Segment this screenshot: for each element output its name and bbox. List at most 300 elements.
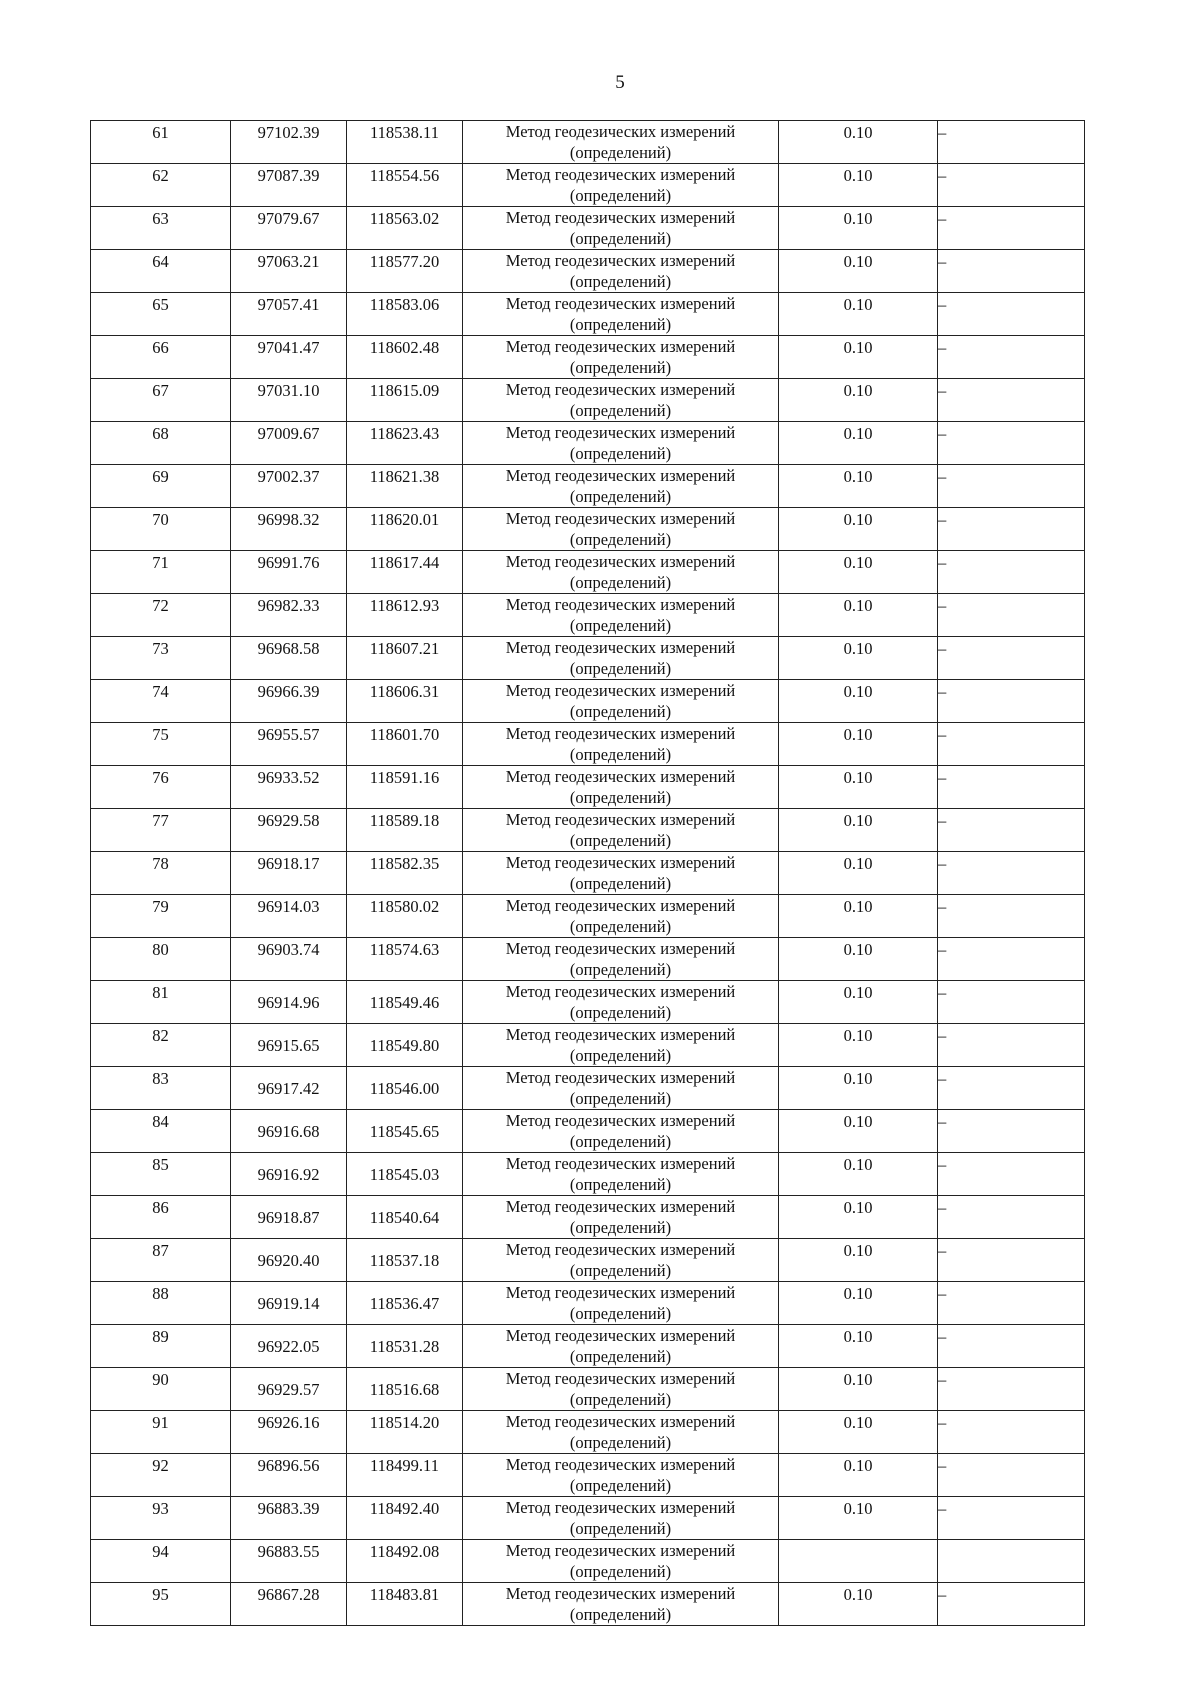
table-row bbox=[91, 508, 1085, 551]
table-row bbox=[91, 465, 1085, 508]
description-cell bbox=[938, 1583, 1085, 1626]
method-line-2: (определений) bbox=[569, 487, 672, 506]
accuracy-value: 0.10 bbox=[843, 1026, 873, 1045]
method-cell bbox=[463, 809, 779, 852]
description-value: – bbox=[938, 510, 947, 529]
point-number: 83 bbox=[152, 1069, 169, 1088]
coordinate-x-cell bbox=[231, 637, 347, 680]
accuracy-cell bbox=[779, 1540, 938, 1583]
accuracy-cell bbox=[779, 895, 938, 938]
point-number-cell bbox=[91, 1368, 231, 1411]
point-number: 92 bbox=[152, 1456, 169, 1475]
point-number: 76 bbox=[152, 768, 169, 787]
method-cell bbox=[463, 508, 779, 551]
coordinate-y: 118514.20 bbox=[369, 1413, 440, 1432]
description-value: – bbox=[938, 424, 947, 443]
point-number: 90 bbox=[152, 1370, 169, 1389]
description-value: – bbox=[938, 467, 947, 486]
description-cell bbox=[938, 938, 1085, 981]
coordinate-x-cell bbox=[231, 508, 347, 551]
description-value: – bbox=[938, 1198, 947, 1217]
coordinate-x: 96955.57 bbox=[257, 725, 320, 744]
method-cell bbox=[463, 1067, 779, 1110]
coordinate-x-cell bbox=[231, 379, 347, 422]
description-value: – bbox=[938, 1585, 947, 1604]
description-cell bbox=[938, 1024, 1085, 1067]
table-row bbox=[91, 1239, 1085, 1282]
point-number-cell bbox=[91, 422, 231, 465]
description-value: – bbox=[938, 897, 947, 916]
coordinate-x: 97079.67 bbox=[257, 209, 320, 228]
table-row bbox=[91, 1411, 1085, 1454]
method-cell bbox=[463, 164, 779, 207]
description-value: – bbox=[938, 1327, 947, 1346]
coordinate-y: 118583.06 bbox=[369, 295, 440, 314]
point-number-cell bbox=[91, 1067, 231, 1110]
description-value: – bbox=[938, 811, 947, 830]
description-value: – bbox=[938, 1456, 947, 1475]
table-row bbox=[91, 250, 1085, 293]
accuracy-cell bbox=[779, 766, 938, 809]
point-number-cell bbox=[91, 1454, 231, 1497]
coordinate-y-cell bbox=[347, 293, 463, 336]
point-number-cell bbox=[91, 508, 231, 551]
point-number: 86 bbox=[152, 1198, 169, 1217]
table-row bbox=[91, 1024, 1085, 1067]
description-value: – bbox=[938, 209, 947, 228]
point-number-cell bbox=[91, 895, 231, 938]
coordinate-y-cell bbox=[347, 121, 463, 164]
accuracy-value: 0.10 bbox=[843, 1327, 873, 1346]
accuracy-value: 0.10 bbox=[843, 1370, 873, 1389]
coordinate-x-cell bbox=[231, 852, 347, 895]
accuracy-value: 0.10 bbox=[843, 166, 873, 185]
accuracy-cell bbox=[779, 379, 938, 422]
accuracy-cell bbox=[779, 164, 938, 207]
description-cell bbox=[938, 895, 1085, 938]
coordinate-x-cell bbox=[231, 465, 347, 508]
method-cell bbox=[463, 594, 779, 637]
point-number: 72 bbox=[152, 596, 169, 615]
method-line-2: (определений) bbox=[569, 573, 672, 592]
method-cell bbox=[463, 1411, 779, 1454]
method-cell bbox=[463, 680, 779, 723]
point-number: 88 bbox=[152, 1284, 169, 1303]
coordinate-y: 118563.02 bbox=[369, 209, 440, 228]
table-row bbox=[91, 121, 1085, 164]
accuracy-cell bbox=[779, 938, 938, 981]
coordinate-y-cell bbox=[347, 594, 463, 637]
description-value: – bbox=[938, 1155, 947, 1174]
table-row bbox=[91, 379, 1085, 422]
coordinate-y: 118536.47 bbox=[369, 1294, 440, 1313]
accuracy-cell bbox=[779, 1368, 938, 1411]
description-value: – bbox=[938, 166, 947, 185]
description-cell bbox=[938, 293, 1085, 336]
accuracy-cell bbox=[779, 680, 938, 723]
method-line-2: (определений) bbox=[569, 1433, 672, 1452]
coordinate-x: 96918.17 bbox=[257, 854, 320, 873]
accuracy-value: 0.10 bbox=[843, 553, 873, 572]
accuracy-value: 0.10 bbox=[843, 1198, 873, 1217]
point-number-cell bbox=[91, 637, 231, 680]
method-line-2: (определений) bbox=[569, 530, 672, 549]
point-number: 82 bbox=[152, 1026, 169, 1045]
method-line-1: Метод геодезических измерений bbox=[505, 1455, 736, 1474]
method-line-1: Метод геодезических измерений bbox=[505, 1154, 736, 1173]
accuracy-cell bbox=[779, 1110, 938, 1153]
method-line-2: (определений) bbox=[569, 1218, 672, 1237]
coordinate-x-cell bbox=[231, 809, 347, 852]
table-row bbox=[91, 852, 1085, 895]
coordinate-x-cell bbox=[231, 207, 347, 250]
description-cell bbox=[938, 809, 1085, 852]
coordinate-x: 96922.05 bbox=[257, 1337, 320, 1356]
description-value: – bbox=[938, 940, 947, 959]
point-number-cell bbox=[91, 1411, 231, 1454]
method-line-2: (определений) bbox=[569, 1304, 672, 1323]
method-line-1: Метод геодезических измерений bbox=[505, 1584, 736, 1603]
description-cell bbox=[938, 465, 1085, 508]
method-cell bbox=[463, 1110, 779, 1153]
coordinate-x-cell bbox=[231, 1110, 347, 1153]
method-line-1: Метод геодезических измерений bbox=[505, 1326, 736, 1345]
accuracy-cell bbox=[779, 1153, 938, 1196]
coordinate-x-cell bbox=[231, 1282, 347, 1325]
point-number-cell bbox=[91, 981, 231, 1024]
point-number-cell bbox=[91, 1153, 231, 1196]
accuracy-cell bbox=[779, 1196, 938, 1239]
description-cell bbox=[938, 1540, 1085, 1583]
description-value: – bbox=[938, 854, 947, 873]
accuracy-value: 0.10 bbox=[843, 725, 873, 744]
table-row bbox=[91, 422, 1085, 465]
coordinate-y: 118580.02 bbox=[369, 897, 440, 916]
accuracy-cell bbox=[779, 981, 938, 1024]
description-cell bbox=[938, 1325, 1085, 1368]
coordinate-x: 97102.39 bbox=[257, 123, 320, 142]
coordinate-x: 96919.14 bbox=[257, 1294, 320, 1313]
method-line-2: (определений) bbox=[569, 143, 672, 162]
accuracy-value: 0.10 bbox=[843, 381, 873, 400]
point-number: 65 bbox=[152, 295, 169, 314]
point-number: 84 bbox=[152, 1112, 169, 1131]
coordinate-y-cell bbox=[347, 766, 463, 809]
coordinate-x-cell bbox=[231, 121, 347, 164]
method-line-1: Метод геодезических измерений bbox=[505, 380, 736, 399]
method-cell bbox=[463, 379, 779, 422]
method-line-2: (определений) bbox=[569, 960, 672, 979]
accuracy-value: 0.10 bbox=[843, 1069, 873, 1088]
point-number-cell bbox=[91, 1497, 231, 1540]
coordinate-y: 118499.11 bbox=[370, 1456, 439, 1475]
coordinate-x-cell bbox=[231, 422, 347, 465]
coordinate-y-cell bbox=[347, 379, 463, 422]
page-number: 5 bbox=[615, 72, 625, 93]
description-cell bbox=[938, 422, 1085, 465]
method-line-1: Метод геодезических измерений bbox=[505, 552, 736, 571]
method-line-2: (определений) bbox=[569, 401, 672, 420]
description-cell bbox=[938, 1110, 1085, 1153]
coordinate-x: 96914.03 bbox=[257, 897, 320, 916]
method-line-2: (определений) bbox=[569, 917, 672, 936]
point-number: 79 bbox=[152, 897, 169, 916]
coordinate-x: 96968.58 bbox=[257, 639, 320, 658]
accuracy-value: 0.10 bbox=[843, 209, 873, 228]
method-cell bbox=[463, 637, 779, 680]
method-line-1: Метод геодезических измерений bbox=[505, 294, 736, 313]
coordinate-x-cell bbox=[231, 1196, 347, 1239]
point-number-cell bbox=[91, 164, 231, 207]
coordinate-x-cell bbox=[231, 1411, 347, 1454]
accuracy-value: 0.10 bbox=[843, 1585, 873, 1604]
method-line-2: (определений) bbox=[569, 358, 672, 377]
point-number-cell bbox=[91, 1325, 231, 1368]
coordinate-y-cell bbox=[347, 1024, 463, 1067]
accuracy-value: 0.10 bbox=[843, 768, 873, 787]
accuracy-cell bbox=[779, 1067, 938, 1110]
accuracy-cell bbox=[779, 594, 938, 637]
coordinate-y: 118615.09 bbox=[369, 381, 440, 400]
method-line-2: (определений) bbox=[569, 1261, 672, 1280]
coordinate-x: 97041.47 bbox=[257, 338, 320, 357]
accuracy-cell bbox=[779, 465, 938, 508]
method-line-2: (определений) bbox=[569, 444, 672, 463]
point-number: 80 bbox=[152, 940, 169, 959]
description-cell bbox=[938, 1196, 1085, 1239]
coordinate-y-cell bbox=[347, 938, 463, 981]
method-cell bbox=[463, 1282, 779, 1325]
point-number: 85 bbox=[152, 1155, 169, 1174]
description-value: – bbox=[938, 1370, 947, 1389]
accuracy-cell bbox=[779, 551, 938, 594]
description-value: – bbox=[938, 252, 947, 271]
method-line-1: Метод геодезических измерений bbox=[505, 1369, 736, 1388]
coordinates-table-body bbox=[91, 121, 1085, 1626]
coordinate-x-cell bbox=[231, 1497, 347, 1540]
coordinate-x: 97031.10 bbox=[257, 381, 320, 400]
accuracy-cell bbox=[779, 1583, 938, 1626]
method-cell bbox=[463, 1540, 779, 1583]
description-value: – bbox=[938, 123, 947, 142]
point-number: 70 bbox=[152, 510, 169, 529]
method-line-1: Метод геодезических измерений bbox=[505, 1498, 736, 1517]
point-number: 62 bbox=[152, 166, 169, 185]
description-value: – bbox=[938, 983, 947, 1002]
method-line-2: (определений) bbox=[569, 229, 672, 248]
description-cell bbox=[938, 852, 1085, 895]
coordinate-x: 96915.65 bbox=[257, 1036, 320, 1055]
accuracy-cell bbox=[779, 207, 938, 250]
coordinate-y-cell bbox=[347, 1325, 463, 1368]
method-cell bbox=[463, 1239, 779, 1282]
method-cell bbox=[463, 1497, 779, 1540]
coordinate-x-cell bbox=[231, 1024, 347, 1067]
description-value: – bbox=[938, 553, 947, 572]
coordinate-x: 96929.58 bbox=[257, 811, 320, 830]
coordinate-y: 118601.70 bbox=[369, 725, 440, 744]
method-line-1: Метод геодезических измерений bbox=[505, 1240, 736, 1259]
point-number-cell bbox=[91, 680, 231, 723]
coordinate-x: 96883.39 bbox=[257, 1499, 320, 1518]
method-line-2: (определений) bbox=[569, 874, 672, 893]
point-number: 71 bbox=[152, 553, 169, 572]
coordinate-y: 118516.68 bbox=[369, 1380, 440, 1399]
coordinate-x: 97057.41 bbox=[257, 295, 320, 314]
table-row bbox=[91, 1282, 1085, 1325]
point-number-cell bbox=[91, 1196, 231, 1239]
method-line-2: (определений) bbox=[569, 1046, 672, 1065]
coordinate-y: 118545.03 bbox=[369, 1165, 440, 1184]
coordinate-y-cell bbox=[347, 680, 463, 723]
accuracy-cell bbox=[779, 637, 938, 680]
coordinate-y-cell bbox=[347, 1540, 463, 1583]
table-row bbox=[91, 293, 1085, 336]
method-line-1: Метод геодезических измерений bbox=[505, 638, 736, 657]
coordinate-x-cell bbox=[231, 1325, 347, 1368]
accuracy-value: 0.10 bbox=[843, 897, 873, 916]
description-cell bbox=[938, 551, 1085, 594]
coordinate-x-cell bbox=[231, 1239, 347, 1282]
point-number-cell bbox=[91, 852, 231, 895]
method-line-2: (определений) bbox=[569, 186, 672, 205]
accuracy-value: 0.10 bbox=[843, 1456, 873, 1475]
accuracy-value: 0.10 bbox=[843, 295, 873, 314]
method-cell bbox=[463, 895, 779, 938]
method-line-2: (определений) bbox=[569, 1390, 672, 1409]
accuracy-cell bbox=[779, 809, 938, 852]
coordinate-y: 118537.18 bbox=[369, 1251, 440, 1270]
point-number-cell bbox=[91, 551, 231, 594]
coordinate-y: 118621.38 bbox=[369, 467, 440, 486]
table-row bbox=[91, 766, 1085, 809]
point-number-cell bbox=[91, 723, 231, 766]
description-cell bbox=[938, 594, 1085, 637]
method-line-1: Метод геодезических измерений bbox=[505, 1541, 736, 1560]
coordinate-x: 96896.56 bbox=[257, 1456, 320, 1475]
point-number-cell bbox=[91, 379, 231, 422]
description-cell bbox=[938, 1497, 1085, 1540]
coordinate-y: 118623.43 bbox=[369, 424, 440, 443]
point-number: 78 bbox=[152, 854, 169, 873]
description-value: – bbox=[938, 639, 947, 658]
description-cell bbox=[938, 1282, 1085, 1325]
coordinate-x: 96916.68 bbox=[257, 1122, 320, 1141]
coordinate-x-cell bbox=[231, 293, 347, 336]
description-value: – bbox=[938, 381, 947, 400]
coordinate-x: 96966.39 bbox=[257, 682, 320, 701]
point-number: 75 bbox=[152, 725, 169, 744]
point-number-cell bbox=[91, 809, 231, 852]
accuracy-value: 0.10 bbox=[843, 1155, 873, 1174]
coordinate-x: 96982.33 bbox=[257, 596, 320, 615]
accuracy-value: 0.10 bbox=[843, 854, 873, 873]
coordinate-y: 118492.40 bbox=[369, 1499, 440, 1518]
table-row bbox=[91, 207, 1085, 250]
method-cell bbox=[463, 551, 779, 594]
description-cell bbox=[938, 121, 1085, 164]
coordinate-x: 96918.87 bbox=[257, 1208, 320, 1227]
coordinate-x-cell bbox=[231, 1454, 347, 1497]
accuracy-cell bbox=[779, 422, 938, 465]
description-value: – bbox=[938, 1112, 947, 1131]
point-number: 95 bbox=[152, 1585, 169, 1604]
accuracy-cell bbox=[779, 508, 938, 551]
point-number-cell bbox=[91, 250, 231, 293]
method-line-1: Метод геодезических измерений bbox=[505, 982, 736, 1001]
method-line-2: (определений) bbox=[569, 788, 672, 807]
method-line-1: Метод геодезических измерений bbox=[505, 1412, 736, 1431]
coordinate-x-cell bbox=[231, 1067, 347, 1110]
description-cell bbox=[938, 680, 1085, 723]
description-value: – bbox=[938, 1413, 947, 1432]
point-number: 94 bbox=[152, 1542, 169, 1561]
accuracy-value: 0.10 bbox=[843, 811, 873, 830]
method-line-2: (определений) bbox=[569, 1347, 672, 1366]
method-line-1: Метод геодезических измерений bbox=[505, 509, 736, 528]
coordinate-y: 118577.20 bbox=[369, 252, 440, 271]
coordinate-y-cell bbox=[347, 1110, 463, 1153]
accuracy-value: 0.10 bbox=[843, 1112, 873, 1131]
table-row bbox=[91, 723, 1085, 766]
coordinate-y: 118589.18 bbox=[369, 811, 440, 830]
coordinate-y-cell bbox=[347, 981, 463, 1024]
coordinate-y-cell bbox=[347, 1239, 463, 1282]
coordinate-y: 118538.11 bbox=[370, 123, 439, 142]
coordinate-y-cell bbox=[347, 723, 463, 766]
method-cell bbox=[463, 1196, 779, 1239]
method-line-1: Метод геодезических измерений bbox=[505, 423, 736, 442]
description-cell bbox=[938, 508, 1085, 551]
description-cell bbox=[938, 766, 1085, 809]
method-cell bbox=[463, 1454, 779, 1497]
coordinate-y: 118549.46 bbox=[369, 993, 440, 1012]
table-row bbox=[91, 1153, 1085, 1196]
method-line-2: (определений) bbox=[569, 1562, 672, 1581]
coordinate-x-cell bbox=[231, 938, 347, 981]
accuracy-cell bbox=[779, 336, 938, 379]
description-value: – bbox=[938, 725, 947, 744]
coordinate-y-cell bbox=[347, 1411, 463, 1454]
description-cell bbox=[938, 207, 1085, 250]
method-line-2: (определений) bbox=[569, 1132, 672, 1151]
method-line-2: (определений) bbox=[569, 315, 672, 334]
point-number: 61 bbox=[152, 123, 169, 142]
method-cell bbox=[463, 121, 779, 164]
description-value: – bbox=[938, 1284, 947, 1303]
coordinate-x: 97009.67 bbox=[257, 424, 320, 443]
table-row bbox=[91, 1067, 1085, 1110]
method-line-1: Метод геодезических измерений bbox=[505, 1283, 736, 1302]
table-row bbox=[91, 1454, 1085, 1497]
coordinate-x: 96998.32 bbox=[257, 510, 320, 529]
point-number-cell bbox=[91, 1239, 231, 1282]
method-cell bbox=[463, 250, 779, 293]
coordinate-y: 118582.35 bbox=[369, 854, 440, 873]
method-line-1: Метод геодезических измерений bbox=[505, 251, 736, 270]
method-line-2: (определений) bbox=[569, 1175, 672, 1194]
accuracy-cell bbox=[779, 1325, 938, 1368]
table-row bbox=[91, 680, 1085, 723]
point-number: 68 bbox=[152, 424, 169, 443]
coordinate-x-cell bbox=[231, 895, 347, 938]
method-cell bbox=[463, 1583, 779, 1626]
point-number: 64 bbox=[152, 252, 169, 271]
point-number-cell bbox=[91, 465, 231, 508]
coordinate-x: 96883.55 bbox=[257, 1542, 320, 1561]
point-number: 69 bbox=[152, 467, 169, 486]
coordinate-y-cell bbox=[347, 1153, 463, 1196]
